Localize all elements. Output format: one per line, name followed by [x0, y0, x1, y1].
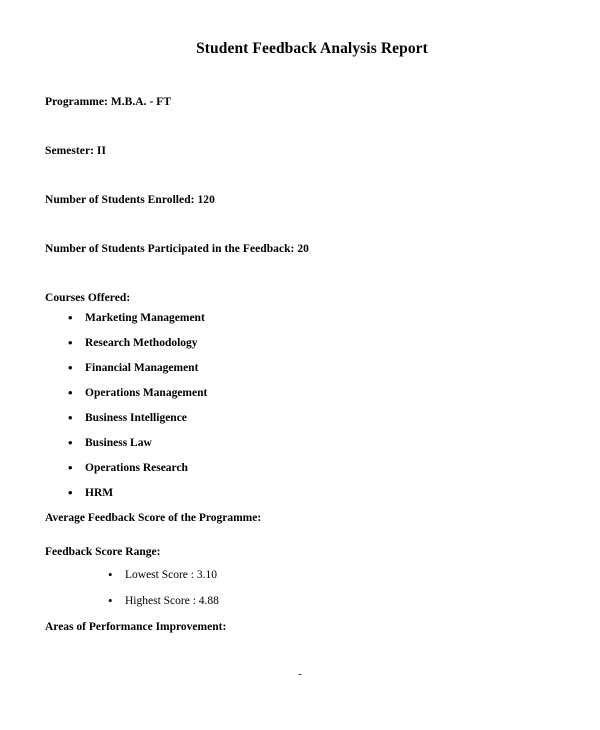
- field-students-enrolled-value: 120: [197, 194, 215, 206]
- feedback-score-range-label: Feedback Score Range:: [45, 546, 161, 558]
- field-programme: [45, 96, 555, 108]
- field-semester-label: Semester:: [45, 145, 94, 157]
- field-programme-label: Programme:: [45, 96, 108, 108]
- list-item: • Marketing Management: [85, 312, 555, 324]
- feedback-score-range-list: [45, 569, 555, 607]
- list-item: • Lowest Score : 3.10: [125, 569, 555, 581]
- list-item: • Operations Management: [85, 387, 555, 399]
- list-item: • Business Intelligence: [85, 412, 555, 424]
- field-students-enrolled: [45, 194, 555, 206]
- field-semester-value: II: [96, 145, 106, 157]
- field-students-participated: [45, 243, 555, 255]
- list-item: • HRM: [85, 487, 555, 499]
- list-item: • Financial Management: [85, 362, 555, 374]
- field-students-participated-value: 20: [297, 243, 309, 255]
- page-title: Student Feedback Analysis Report: [196, 40, 428, 57]
- list-item: • Highest Score : 4.88: [125, 595, 555, 607]
- document-body: [45, 40, 555, 633]
- courses-offered-heading: Courses Offered:: [45, 292, 131, 304]
- list-item: • Operations Research: [85, 462, 555, 474]
- field-students-participated-label: Number of Students Participated in the Feedback:: [45, 243, 295, 255]
- page-footer: -: [298, 668, 302, 680]
- areas-of-performance-improvement-label: Areas of Performance Improvement:: [45, 621, 227, 633]
- average-feedback-score-label: Average Feedback Score of the Programme:: [45, 512, 262, 524]
- list-item: • Research Methodology: [85, 337, 555, 349]
- field-semester: [45, 145, 555, 157]
- field-programme-value: M.B.A. - FT: [110, 96, 172, 108]
- list-item: • Business Law: [85, 437, 555, 449]
- field-students-enrolled-label: Number of Students Enrolled:: [45, 194, 195, 206]
- courses-offered-list: [45, 312, 555, 499]
